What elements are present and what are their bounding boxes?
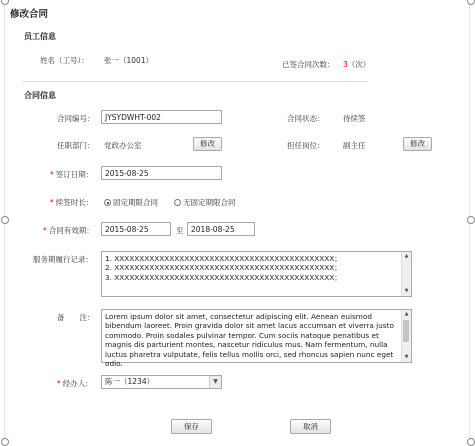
edit-department-button[interactable]: 修改	[193, 137, 222, 151]
required-mark: *	[43, 226, 47, 235]
renew-count-value: 3	[343, 60, 348, 69]
section-divider	[22, 81, 368, 82]
cancel-button[interactable]: 取消	[290, 419, 331, 434]
contract-status-value: 待续签	[343, 114, 366, 123]
sign-date-label-group	[50, 169, 93, 180]
duration-label-group	[50, 197, 93, 208]
edit-position-button[interactable]: 修改	[403, 137, 432, 151]
renew-count-unit: （次）	[347, 60, 371, 69]
valid-period-label-group	[43, 225, 94, 236]
required-mark: *	[50, 198, 54, 207]
valid-period-separator: 至	[176, 226, 184, 235]
scroll-down-icon[interactable]: ▼	[404, 354, 409, 360]
required-mark: *	[50, 170, 54, 179]
service-record-line: 1. XXXXXXXXXXXXXXXXXXXXXXXXXXXXXXXXXXXXXXXXXXXX；	[105, 254, 342, 263]
scroll-down-icon[interactable]: ▼	[404, 288, 409, 294]
duration-option-fixed[interactable]	[104, 197, 158, 208]
employee-name-label: 姓名（工号）：	[40, 56, 89, 65]
handler-select-value: 陈一（1234）	[105, 377, 155, 386]
contract-section-heading: 合同信息	[24, 91, 56, 100]
resize-handle-bottom-left[interactable]	[1, 438, 9, 446]
department-value: 党政办公室	[104, 141, 142, 150]
resize-handle-bottom-right[interactable]	[467, 438, 475, 446]
remarks-scrollbar[interactable]	[401, 310, 411, 362]
resize-handle-top-right[interactable]	[467, 0, 475, 5]
renew-count-label: 已签合同次数：	[282, 60, 335, 69]
duration-option-fixed-label: 固定期限合同	[113, 198, 158, 207]
radio-icon[interactable]	[174, 199, 181, 206]
scroll-up-icon[interactable]: ▲	[404, 311, 409, 317]
chevron-down-icon[interactable]: ▼	[209, 376, 221, 388]
sign-date-label: 签订日期：	[55, 170, 94, 179]
contract-status-label: 合同状态：	[287, 114, 325, 123]
remarks-textarea[interactable]	[101, 309, 412, 369]
remarks-label: 备 注：	[57, 313, 95, 322]
renew-count	[343, 59, 370, 70]
duration-option-open-label: 无固定期限合同	[183, 198, 236, 207]
handler-select[interactable]	[101, 375, 222, 389]
page-title: 修改合同	[10, 9, 49, 20]
service-record-label: 服务期履行记录：	[33, 255, 93, 264]
contract-no-label: 合同编号：	[57, 114, 95, 123]
handler-label-group	[57, 378, 93, 389]
sign-date-field[interactable]: 2015-08-25	[101, 166, 222, 180]
required-mark: *	[57, 379, 61, 388]
valid-period-label: 合同有效期：	[48, 226, 94, 235]
employee-section-heading: 员工信息	[24, 32, 56, 41]
service-record-scrollbar[interactable]	[401, 252, 411, 296]
department-label: 任职部门：	[57, 141, 95, 150]
valid-to-field[interactable]: 2018-08-25	[187, 222, 255, 236]
resize-handle-right[interactable]	[467, 216, 475, 224]
resize-handle-left[interactable]	[1, 216, 9, 224]
scroll-thumb[interactable]	[403, 320, 409, 342]
service-record-line: 3. XXXXXXXXXXXXXXXXXXXXXXXXXXXXXXXXXXXXXXXXXXXX；	[105, 272, 342, 282]
contract-no-field[interactable]: JYSYDWHT-002	[101, 110, 222, 124]
position-label: 担任岗位：	[287, 141, 325, 150]
duration-label: 续签时长：	[55, 198, 94, 207]
handler-label: 经办人：	[62, 379, 93, 388]
service-record-textarea[interactable]	[101, 251, 412, 297]
service-record-line: 2. XXXXXXXXXXXXXXXXXXXXXXXXXXXXXXXXXXXXXXXXXXXX；	[105, 263, 342, 273]
save-button[interactable]: 保存	[171, 419, 212, 434]
position-value: 副主任	[343, 141, 366, 150]
radio-icon[interactable]	[104, 199, 111, 206]
valid-from-field[interactable]: 2015-08-25	[101, 222, 171, 236]
employee-name-value: 张一（1001）	[104, 56, 154, 65]
remarks-text: Lorem ipsum dolor sit amet, consectetur adipiscing elit. Aenean euismod bibendum laoreet. Proin gravida dolor sit amet lacus accumsan et viverra justo commodo. Proin sodales pulvinar tempor. Cum sociis natoque penatibus et magnis dis parturient montes, nascetur ridiculus mus. Nam fermentum, nulla luctus pharetra vulputate, felis tellus mollis orci, sed rhoncus sapien nunc eget odio.	[105, 312, 394, 369]
duration-option-open[interactable]	[174, 197, 236, 208]
scroll-up-icon[interactable]: ▲	[404, 253, 409, 259]
